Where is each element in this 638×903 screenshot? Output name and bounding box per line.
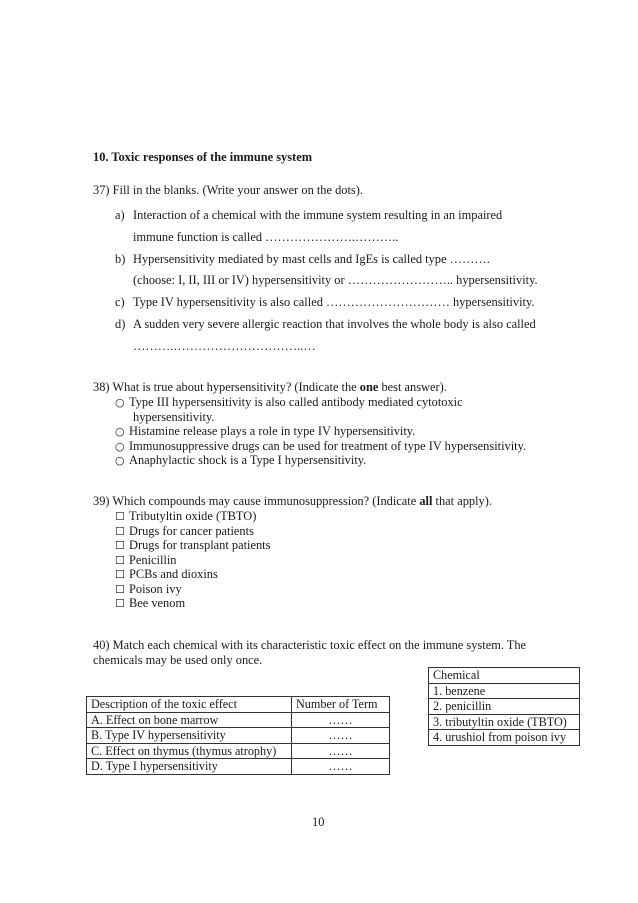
chemical-item: 4. urushiol from poison ivy [429, 730, 580, 746]
chemicals-table [428, 667, 580, 746]
q38-option-3[interactable]: ○ Immunosuppressive drugs can be used for treatment of type IV hypersensitivity. [115, 439, 527, 453]
q38-prompt: 38) What is true about hypersensitivity? (Indicate the one best answer). [93, 380, 447, 394]
q37-a-line1: Interaction of a chemical with the immune system resulting in an impaired [133, 208, 503, 222]
checkbox-icon[interactable]: ☐ [115, 568, 125, 581]
effect-description: B. Type IV hypersensitivity [87, 728, 292, 744]
checkbox-icon[interactable]: ☐ [115, 597, 125, 610]
effect-description: C. Effect on thymus (thymus atrophy) [87, 743, 292, 759]
checkbox-icon[interactable]: ☐ [115, 510, 125, 523]
effect-answer-blank[interactable]: …… [292, 759, 390, 775]
q39-option-3[interactable]: ☐ Drugs for transplant patients [115, 538, 271, 552]
effects-header-number: Number of Term [292, 697, 390, 713]
effect-description: D. Type I hypersensitivity [87, 759, 292, 775]
chemical-item: 1. benzene [429, 683, 580, 699]
q39-option-5[interactable]: ☐ PCBs and dioxins [115, 567, 218, 581]
q37-prompt: 37) Fill in the blanks. (Write your answer on the dots). [93, 183, 363, 197]
q37-b-line2: (choose: I, II, III or IV) hypersensitivity or …………………….. hypersensitivity. [133, 273, 538, 287]
q38-option-1[interactable]: ○ Type III hypersensitivity is also called antibody mediated cytotoxic [115, 395, 463, 409]
q39-option-7[interactable]: ☐ Bee venom [115, 596, 186, 610]
q37-c-line1: Type IV hypersensitivity is also called ………………………… hypersensitivity. [133, 295, 535, 309]
q39-option-2[interactable]: ☐ Drugs for cancer patients [115, 524, 254, 538]
q39-option-6[interactable]: ☐ Poison ivy [115, 582, 182, 596]
q37-d-marker: d) [115, 317, 126, 331]
q40-prompt-line1: 40) Match each chemical with its characteristic toxic effect on the immune system. The [93, 638, 527, 652]
checkbox-icon[interactable]: ☐ [115, 539, 125, 552]
effects-table [86, 696, 390, 775]
q39-prompt: 39) Which compounds may cause immunosuppression? (Indicate all that apply). [93, 494, 492, 508]
radio-circle-icon[interactable]: ○ [115, 396, 125, 409]
q38-option-1-line2: hypersensitivity. [133, 410, 215, 424]
chemical-item: 3. tributyltin oxide (TBTO) [429, 714, 580, 730]
checkbox-icon[interactable]: ☐ [115, 525, 125, 538]
q38-option-2[interactable]: ○ Histamine release plays a role in type IV hypersensitivity. [115, 424, 416, 438]
q38-option-4[interactable]: ○ Anaphylactic shock is a Type I hypersensitivity. [115, 453, 367, 467]
chemicals-header: Chemical [429, 668, 580, 684]
page-number: 10 [312, 815, 325, 829]
q37-c-marker: c) [115, 295, 125, 309]
radio-circle-icon[interactable]: ○ [115, 425, 125, 438]
q39-option-1[interactable]: ☐ Tributyltin oxide (TBTO) [115, 509, 257, 523]
q37-d-line1: A sudden very severe allergic reaction that involves the whole body is also called [133, 317, 536, 331]
q37-d-line2: ……….…………………………..… [133, 339, 316, 353]
checkbox-icon[interactable]: ☐ [115, 583, 125, 596]
effect-answer-blank[interactable]: …… [292, 712, 390, 728]
q37-b-marker: b) [115, 252, 126, 266]
radio-circle-icon[interactable]: ○ [115, 454, 125, 467]
section-title: 10. Toxic responses of the immune system [93, 150, 313, 164]
q37-b-line1: Hypersensitivity mediated by mast cells and IgEs is called type ………. [133, 252, 490, 266]
chemical-item: 2. penicillin [429, 699, 580, 715]
q40-prompt-line2: chemicals may be used only once. [93, 653, 263, 667]
q37-a-line2: immune function is called ………………….……….. [133, 230, 399, 244]
effect-answer-blank[interactable]: …… [292, 743, 390, 759]
effects-header-description: Description of the toxic effect [87, 697, 292, 713]
effect-answer-blank[interactable]: …… [292, 728, 390, 744]
q39-option-4[interactable]: ☐ Penicillin [115, 553, 177, 567]
checkbox-icon[interactable]: ☐ [115, 554, 125, 567]
q37-a-marker: a) [115, 208, 125, 222]
effect-description: A. Effect on bone marrow [87, 712, 292, 728]
radio-circle-icon[interactable]: ○ [115, 440, 125, 453]
